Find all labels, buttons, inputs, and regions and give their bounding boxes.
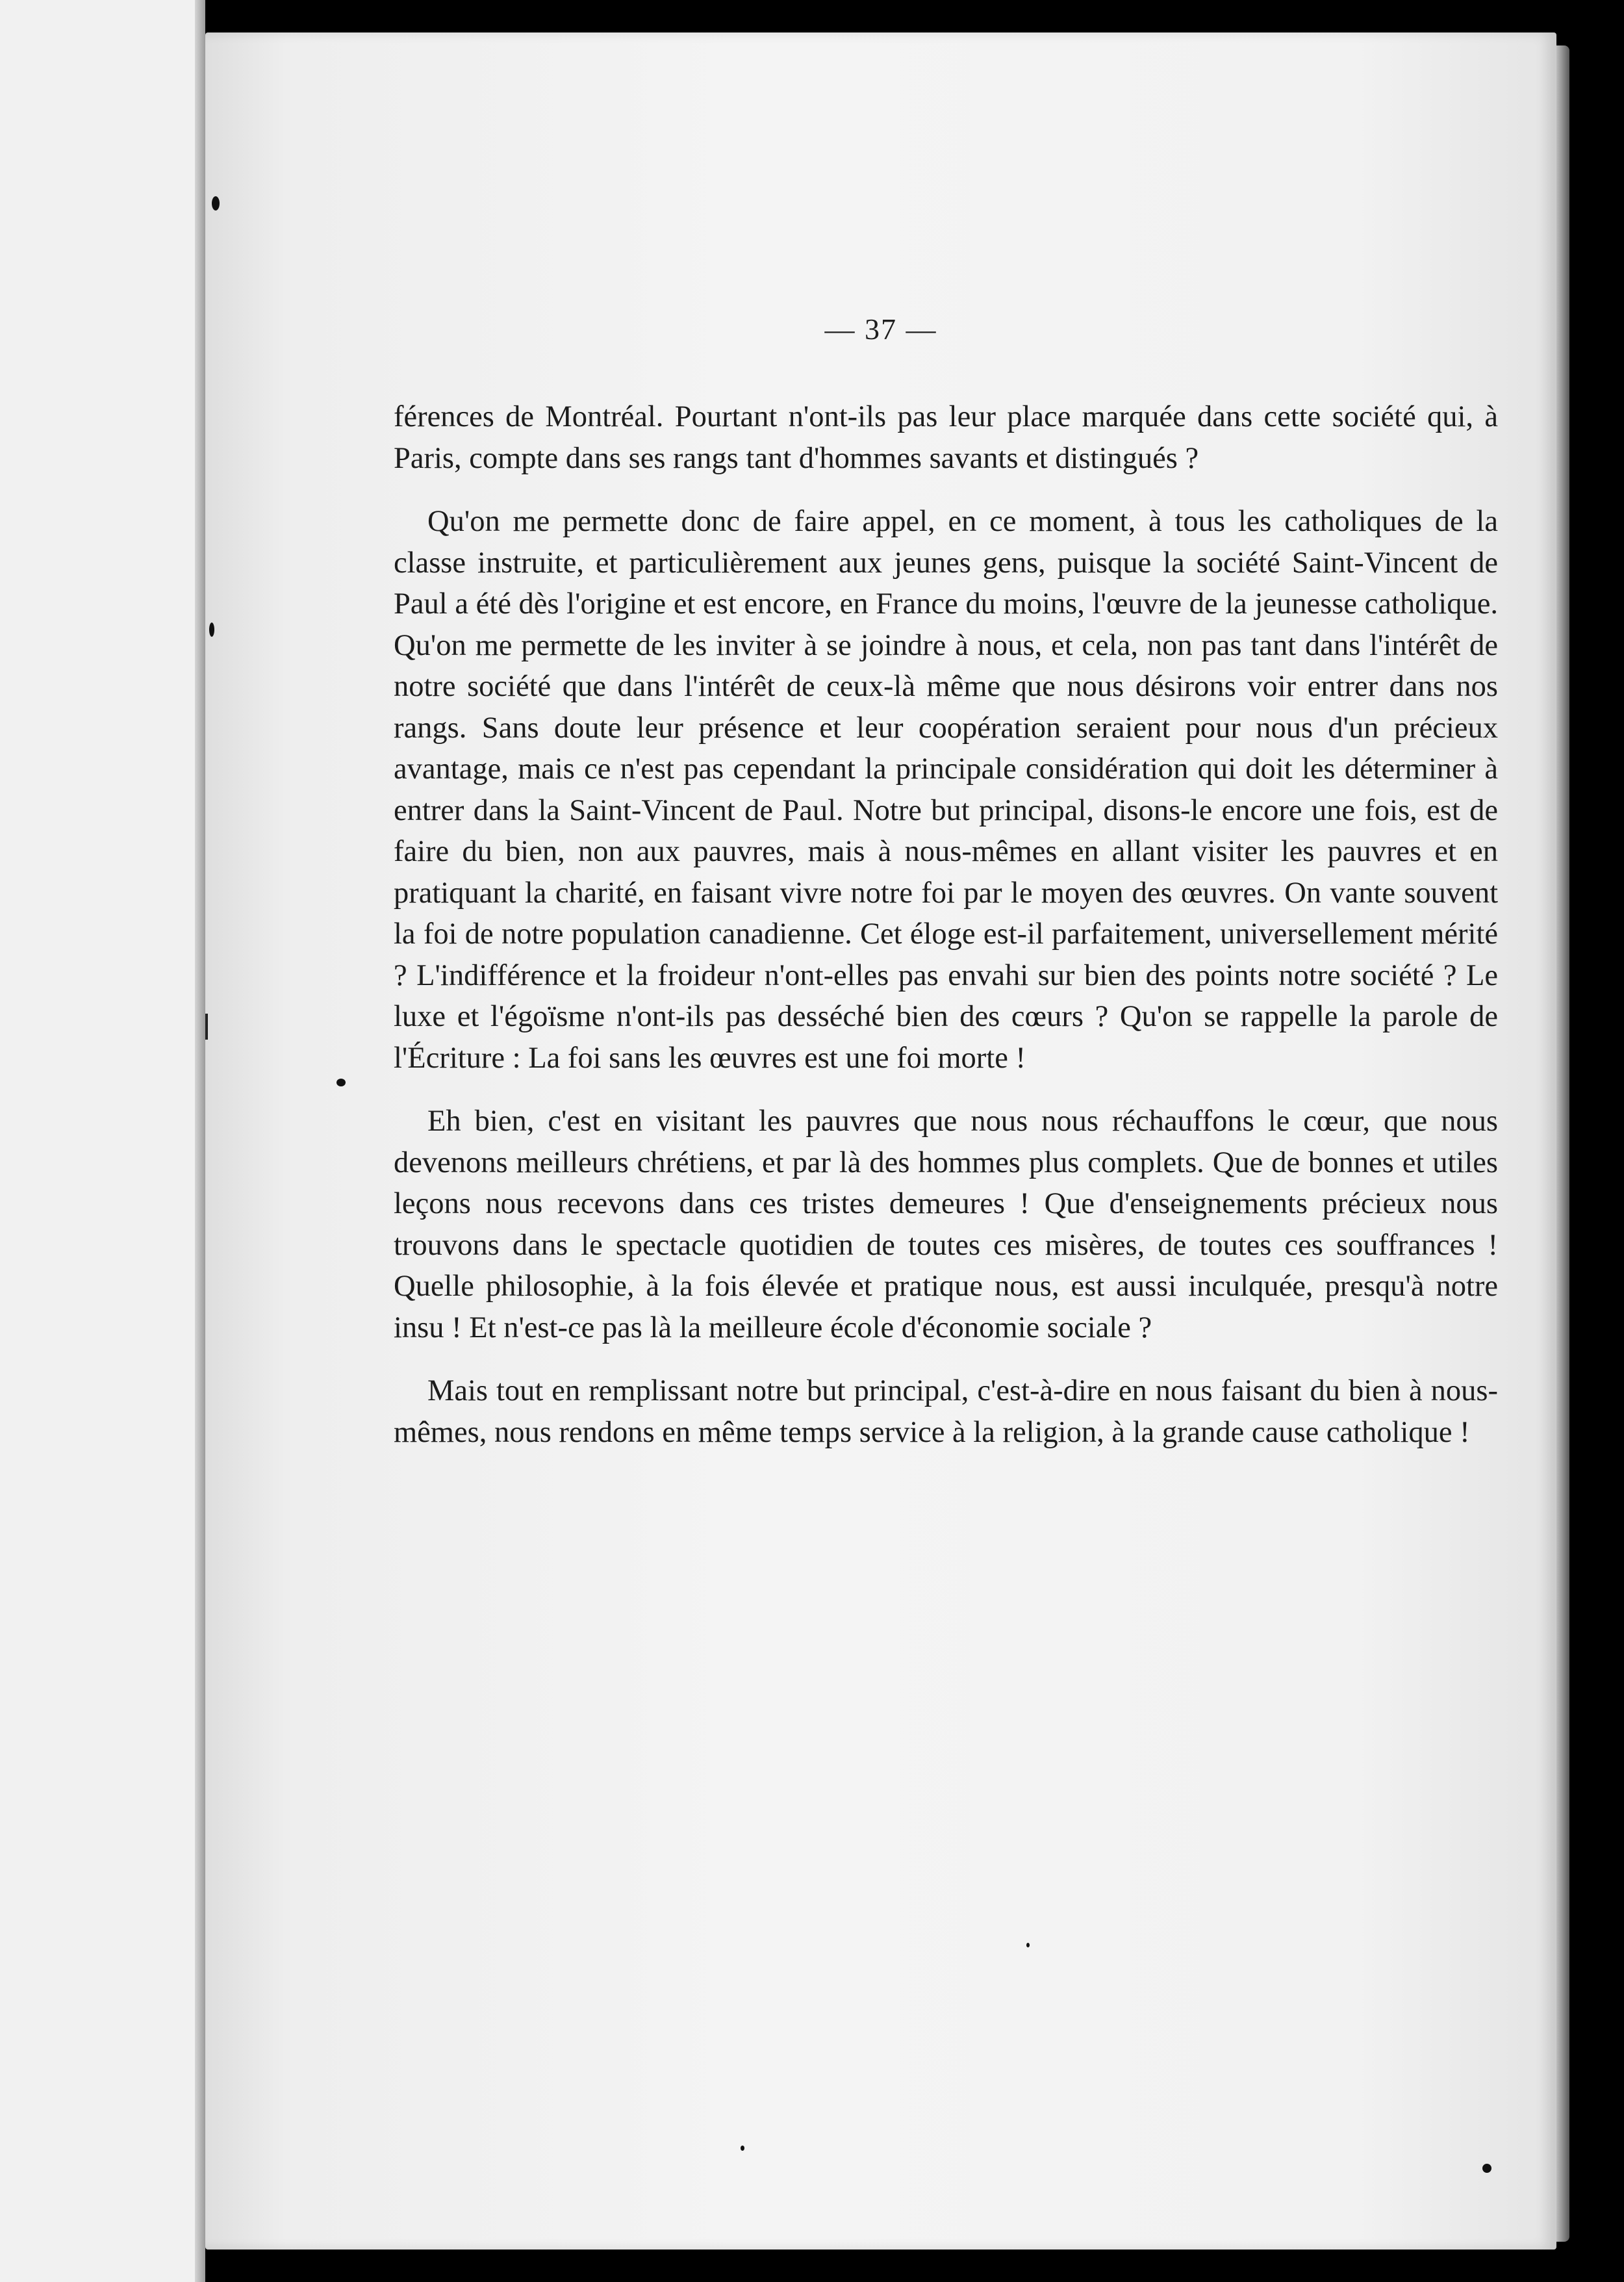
paragraph-4: Mais tout en remplissant notre but principal, c'est-à-dire en nous faisant du bien à nous-mêmes, nous rendons en même temps service à la religion, à la grande cause catholique ! — [394, 1374, 1498, 1449]
dust-speck — [209, 622, 214, 637]
scan-mark — [205, 1014, 208, 1040]
binding-gutter — [195, 0, 205, 2282]
dust-speck — [741, 2146, 744, 2151]
page-number: — 37 — — [824, 313, 937, 346]
body-text — [394, 396, 1498, 1453]
paragraph-1: férences de Montréal. Pourtant n'ont-ils pas leur place marquée dans cette société qui, à Paris, compte dans ses rangs tant d'hommes savants et distingués ? — [394, 400, 1498, 475]
dust-speck — [1026, 1943, 1030, 1947]
book-page — [205, 32, 1556, 2250]
paragraph-2: Qu'on me permette donc de faire appel, en ce moment, à tous les catholiques de la classe instruite, et particulièrement aux jeunes gens, puisque la société Saint-Vincent de Paul a été dès l'origine et est encore, en France du moins, l'œuvre de la jeunesse catholique. Qu'on me permette de les inviter à se joindre à nous, et cela, non pas tant dans l'intérêt de notre société que dans l'intérêt de ceux-là même que nous désirons voir entrer dans nos rangs. Sans doute leur présence et leur coopération seraient pour nous d'un précieux avantage, mais ce n'est pas cependant la principale considération qui doit les déterminer à entrer dans la Saint-Vincent de Paul. Notre but principal, disons-le encore une fois, est de faire du bien, non aux pauvres, mais à nous-mêmes en allant visiter les pauvres et en pratiquant la charité, en faisant vivre notre foi par le moyen des œuvres. On vante souvent la foi de notre population canadienne. Cet éloge est-il parfaitement, universellement mérité ? L'indifférence et la froideur n'ont-elles pas envahi sur bien des points notre société ? Le luxe et l'égoïsme n'ont-ils pas desséché bien des cœurs ? Qu'on se rappelle la parole de l'Écriture : La foi sans les œuvres est une foi morte ! — [394, 505, 1498, 1075]
paragraph-3: Eh bien, c'est en visitant les pauvres que nous nous réchauffons le cœur, que nous devenons meilleurs chrétiens, et par là des hommes plus complets. Que de bonnes et utiles leçons nous recevons dans ces tristes demeures ! Que d'enseignements précieux nous trouvons dans le spectacle quotidien de toutes ces misères, de toutes ces souffrances ! Quelle philosophie, à la fois élevée et pratique nous, est aussi inculquée, presqu'à notre insu ! Et n'est-ce pas là la meilleure école d'économie sociale ? — [394, 1105, 1498, 1344]
page-edge-shadow — [1556, 45, 1569, 2242]
left-page-margin — [0, 0, 195, 2282]
dust-speck — [336, 1079, 346, 1086]
dust-speck — [212, 196, 220, 211]
dust-speck — [1482, 2164, 1491, 2173]
